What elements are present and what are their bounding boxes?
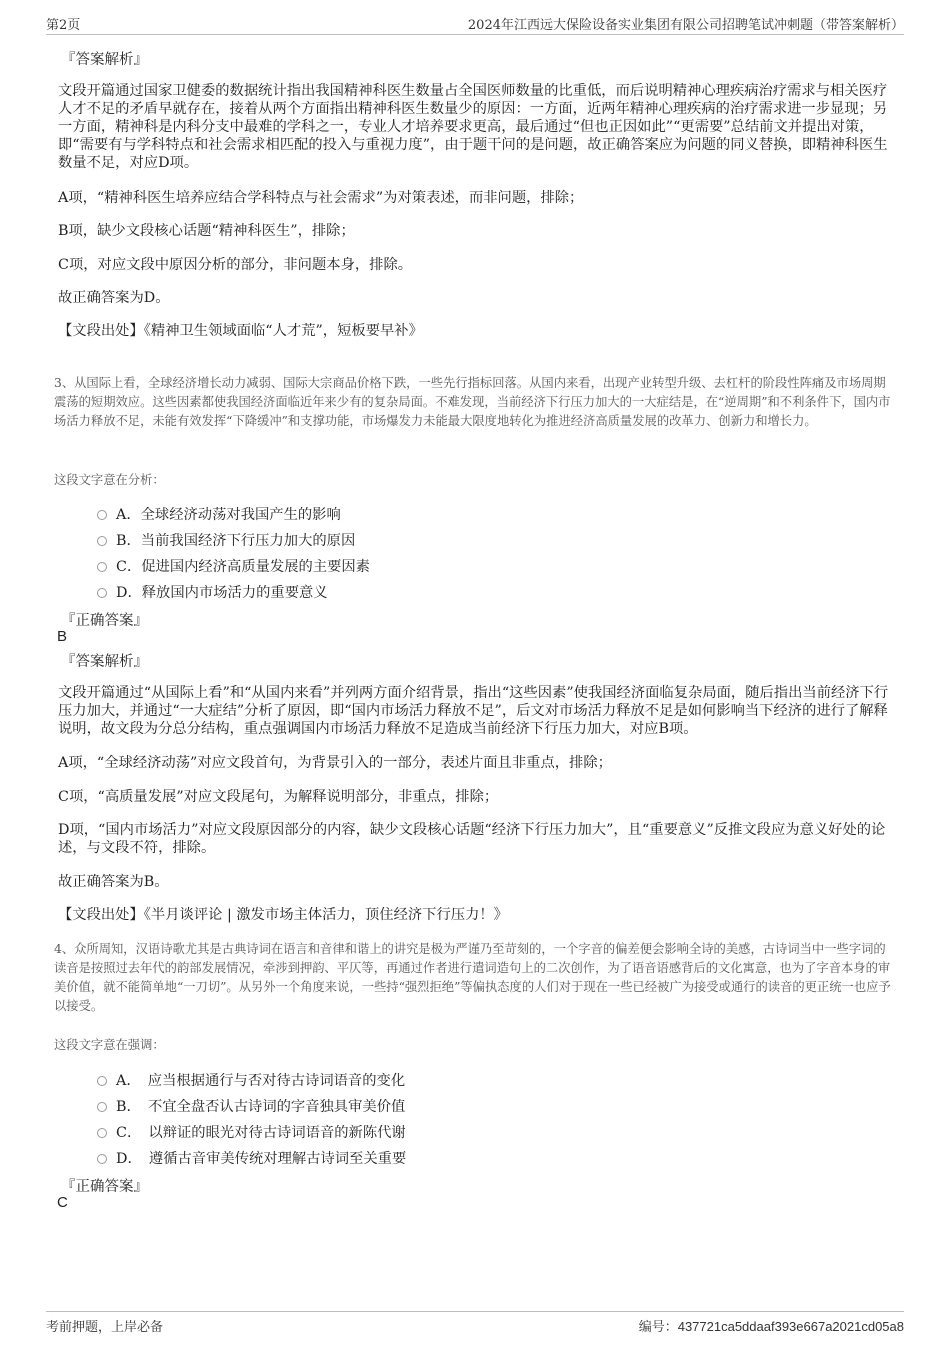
page-footer xyxy=(46,1311,904,1336)
q3-analysis-text: 文段开篇通过“从国际上看”和“从国内来看”并列两方面介绍背景，指出“这些因素”使我国经济面临复杂局面，随后指出当前经济下行压力加大，并通过“一大症结”分析了原因，即“国内市场活力释放不足”，后文对市场活力释放不足是如何影响当下经济的进行了解释说明，故文段为分总分结构，重点强调国内市场活力释放不足造成当前经济下行压力加大，对应B项。 xyxy=(58,685,889,737)
radio-icon[interactable] xyxy=(97,588,107,598)
q3-passage: 3、从国际上看，全球经济增长动力减弱、国际大宗商品价格下跌，一些先行指标回落。从国内来看，出现产业转型升级、去杠杆的阶段性阵痛及市场周期震荡的短期效应。这些因素都使我国经济面临近年来少有的复杂局面。不难发现，当前经济下行压力加大的一大症结是，在“逆周期”和不利条件下，国内市场活力释放不足，未能有效发挥“下降缓冲”和支撑功能，市场爆发力未能最大限度地转化为推进经济高质量发展的改革力、创新力和增长力。 xyxy=(54,376,891,428)
page-number: 第2页 xyxy=(46,18,81,33)
q3-option-c[interactable]: C．促进国内经济高质量发展的主要因素 xyxy=(97,556,370,576)
page-header xyxy=(46,14,904,35)
q4-answer: C xyxy=(57,1194,68,1211)
radio-icon[interactable] xyxy=(97,1076,107,1086)
radio-icon[interactable] xyxy=(97,1128,107,1138)
q3-source: 【文段出处】《半月谈评论 | 激发市场主体活力，顶住经济下行压力！》 xyxy=(58,907,508,923)
q3-prompt: 这段文字意在分析： xyxy=(54,473,165,487)
q2-analysis-label: 『答案解析』 xyxy=(61,52,148,68)
q3-answer-label: 『正确答案』 xyxy=(61,613,148,629)
document-title: 2024年江西远大保险设备实业集团有限公司招聘笔试冲刺题（带答案解析） xyxy=(467,18,904,33)
q2-option-a-explanation: A项，“精神科医生培养应结合学科特点与社会需求”为对策表述，而非问题，排除； xyxy=(58,190,584,206)
radio-icon[interactable] xyxy=(97,510,107,520)
q3-option-d[interactable]: D．释放国内市场活力的重要意义 xyxy=(97,582,328,602)
q4-passage: 4、众所周知，汉语诗歌尤其是古典诗词在语言和音律和谐上的讲究是极为严谨乃至苛刻的，一个字音的偏差便会影响全诗的美感，古诗词当中一些字词的读音是按照过去年代的韵部发展情况，牵涉到押韵、平仄等，再通过作者进行遣词造句上的二次创作，为了语音语感背后的文化寓意，也为了字音本身的审美价值，就不能简单地“一刀切”。从另外一个角度来说，一些持“强烈拒绝”等偏执态度的人们对于现在一些已经被广为接受或通行的读音的更正统一也应予以接受。 xyxy=(54,942,891,1013)
q4-option-a[interactable]: A． 应当根据通行与否对待古诗词语音的变化 xyxy=(97,1070,405,1090)
q3-analysis-label: 『答案解析』 xyxy=(61,654,148,670)
q2-option-c-explanation: C项，对应文段中原因分析的部分，非问题本身，排除。 xyxy=(58,257,413,273)
q4-prompt: 这段文字意在强调： xyxy=(54,1038,165,1052)
q4-option-b[interactable]: B． 不宜全盘否认古诗词的字音独具审美价值 xyxy=(97,1096,405,1116)
q3-option-a[interactable]: A．全球经济动荡对我国产生的影响 xyxy=(97,504,341,524)
radio-icon[interactable] xyxy=(97,562,107,572)
q4-option-d[interactable]: D． 遵循古音审美传统对理解古诗词至关重要 xyxy=(97,1148,406,1168)
radio-icon[interactable] xyxy=(97,536,107,546)
q3-conclusion: 故正确答案为B。 xyxy=(58,874,169,890)
q2-source: 【文段出处】《精神卫生领域面临“人才荒”，短板要早补》 xyxy=(58,323,423,339)
radio-icon[interactable] xyxy=(97,1102,107,1112)
q3-option-c-explanation: C项，“高质量发展”对应文段尾句，为解释说明部分，非重点，排除； xyxy=(58,789,499,805)
q3-answer: B xyxy=(57,628,68,645)
footer-code-value: 437721ca5ddaaf393e667a2021cd05a8 xyxy=(677,1319,904,1334)
q4-option-c[interactable]: C． 以辩证的眼光对待古诗词语音的新陈代谢 xyxy=(97,1122,406,1142)
footer-code xyxy=(639,1316,904,1335)
footer-code-label: 编号： xyxy=(638,1320,678,1335)
footer-slogan: 考前押题，上岸必备 xyxy=(46,1320,164,1335)
radio-icon[interactable] xyxy=(97,1154,107,1164)
q2-analysis-text: 文段开篇通过国家卫健委的数据统计指出我国精神科医生数量占全国医师数量的比重低，而后说明精神心理疾病治疗需求与相关医疗人才不足的矛盾早就存在，接着从两个方面指出精神科医生数量少的原因：一方面，近两年精神心理疾病的治疗需求进一步显现；另一方面，精神科是内科分支中最难的学科之一，专业人才培养要求更高，最后通过“但也正因如此”“更需要”总结前文并提出对策，即“需要有与学科特点和社会需求相匹配的投入与重视力度”，由于题干问的是问题，故正确答案应为问题的同义替换，即精神科医生数量不足，对应D项。 xyxy=(58,83,888,171)
q4-answer-label: 『正确答案』 xyxy=(61,1179,148,1195)
q3-option-b[interactable]: B．当前我国经济下行压力加大的原因 xyxy=(97,530,355,550)
q3-option-a-explanation: A项，“全球经济动荡”对应文段首句，为背景引入的一部分，表述片面且非重点，排除； xyxy=(58,755,612,771)
q3-option-d-explanation: D项，“国内市场活力”对应文段原因部分的内容，缺少文段核心话题“经济下行压力加大”，且“重要意义”反推文段应为意义好处的论述，与文段不符，排除。 xyxy=(58,822,886,856)
q2-option-b-explanation: B项，缺少文段核心话题“精神科医生”，排除； xyxy=(58,223,355,239)
q2-conclusion: 故正确答案为D。 xyxy=(58,290,170,306)
